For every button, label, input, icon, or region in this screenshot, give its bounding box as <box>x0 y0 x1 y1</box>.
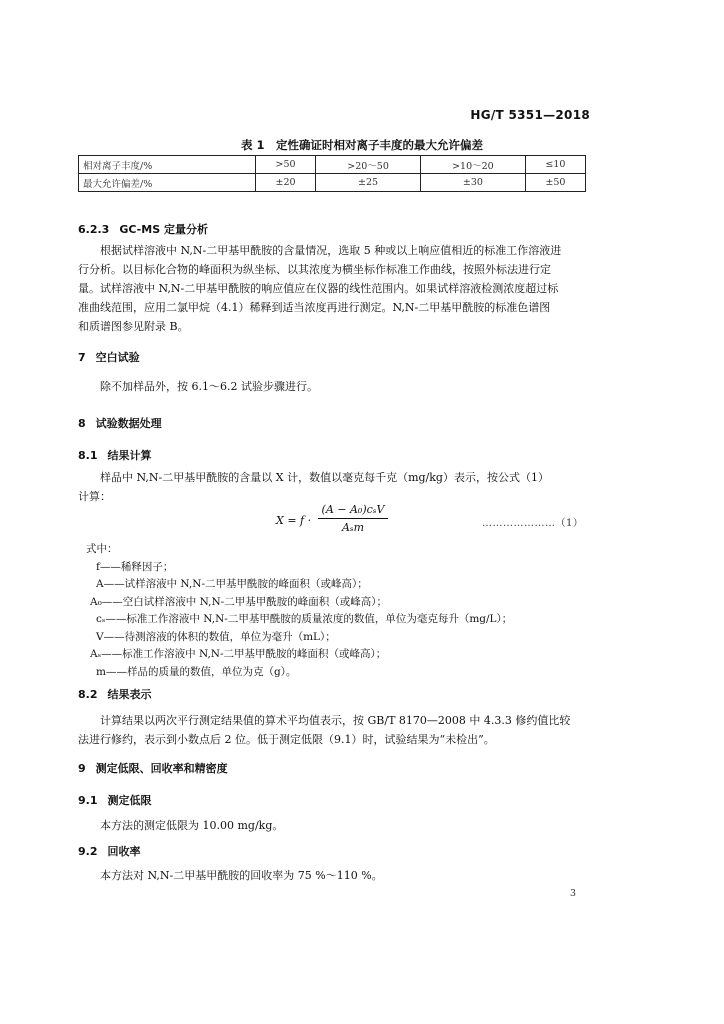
paragraph-calc <box>78 468 588 506</box>
section-number: 9.2 <box>78 845 98 858</box>
paragraph-detection-limit: 本方法的测定低限为 10.00 mg/kg。 <box>100 819 284 832</box>
section-heading-9 <box>78 760 228 776</box>
section-heading-8-1 <box>78 447 152 463</box>
text-line: 准曲线范围，应用二氯甲烷（4.1）稀释到适当浓度再进行测定。N,N-二甲基甲酰胺的标准色谱图 <box>78 301 551 314</box>
section-title: 测定低限、回收率和精密度 <box>95 762 228 775</box>
section-number: 9.1 <box>78 794 98 807</box>
table-cell: ±30 <box>420 174 525 192</box>
formula-number: …………………（1） <box>482 518 584 529</box>
standard-number: HG/T 5351—2018 <box>470 108 590 122</box>
paragraph-result-expression <box>78 711 588 749</box>
section-title: 结果表示 <box>107 688 152 701</box>
table-cell: >10～20 <box>420 156 525 174</box>
table-cell: >20～50 <box>316 156 421 174</box>
table-cell: 相对离子丰度/% <box>79 156 256 174</box>
section-number: 6.2.3 <box>78 223 110 236</box>
table-cell: ±20 <box>256 174 316 192</box>
section-number: 8.2 <box>78 688 98 701</box>
section-number: 8 <box>78 417 86 430</box>
definition-item: V——待测溶液的体积的数值，单位为毫升（mL）； <box>96 630 336 643</box>
text-line: 根据试样溶液中 N,N-二甲基甲酰胺的含量情况，选取 5 种或以上响应值相近的标准工作溶液进 <box>100 244 562 257</box>
section-title: 回收率 <box>107 845 141 858</box>
section-title: 测定低限 <box>107 794 152 807</box>
section-heading-8 <box>78 415 162 431</box>
definition-item: Aₛ——标准工作溶液中 N,N-二甲基甲酰胺的峰面积（或峰高）； <box>90 648 387 660</box>
section-heading-6-2-3 <box>78 221 208 237</box>
text-line: 量。试样溶液中 N,N-二甲基甲酰胺的响应值应在仪器的线性范围内。如果试样溶液检测浓度超过标 <box>78 282 559 295</box>
definition-item: A₀——空白试样溶液中 N,N-二甲基甲酰胺的峰面积（或峰高）； <box>90 595 387 608</box>
section-title: GC-MS 定量分析 <box>119 223 208 236</box>
definitions-intro: 式中： <box>86 543 118 555</box>
table-cell: ≤10 <box>525 156 585 174</box>
definition-item: A——试样溶液中 N,N-二甲基甲酰胺的峰面积（或峰高）； <box>96 578 368 590</box>
table-cell: ±25 <box>316 174 421 192</box>
paragraph-recovery: 本方法对 N,N-二甲基甲酰胺的回收率为 75 %～110 %。 <box>100 869 383 882</box>
table-row <box>79 174 586 192</box>
formula-1 <box>0 503 724 543</box>
text-line: 样品中 N,N-二甲基甲酰胺的含量以 X 计，数值以毫克每千克（mg/kg）表示，按公式（1） <box>100 471 549 484</box>
section-number: 9 <box>78 762 86 775</box>
section-heading-7 <box>78 349 140 365</box>
section-title: 试验数据处理 <box>95 417 162 430</box>
formula-fraction <box>318 503 388 534</box>
text-line: 和质谱图参见附录 B。 <box>78 320 189 333</box>
tolerance-table <box>78 155 586 192</box>
text-line: 计算结果以两次平行测定结果值的算术平均值表示，按 GB/T 8170—2008 中 4.3.3 修约值比较 <box>100 714 571 727</box>
page-number: 3 <box>570 888 577 899</box>
definition-item: m——样品的质量的数值，单位为克（g）。 <box>96 665 297 678</box>
section-number: 8.1 <box>78 449 98 462</box>
paragraph-blank-test: 除不加样品外，按 6.1～6.2 试验步骤进行。 <box>100 380 318 393</box>
definition-item: f——稀释因子； <box>96 560 174 573</box>
section-number: 7 <box>78 351 86 364</box>
text-line: 行分析。以目标化合物的峰面积为纵坐标、以其浓度为横坐标作标准工作曲线，按照外标法进行定 <box>78 263 551 276</box>
table-cell: ±50 <box>525 174 585 192</box>
table-cell: 最大允许偏差/% <box>79 174 256 192</box>
formula-numerator: (A − A₀)cₛV <box>318 503 388 519</box>
table-cell: >50 <box>256 156 316 174</box>
text-line: 计算： <box>78 490 111 503</box>
formula-denominator: Aₛm <box>341 521 365 534</box>
section-heading-9-2 <box>78 843 141 859</box>
table-row <box>79 156 586 174</box>
definition-item: cₛ——标准工作溶液中 N,N-二甲基甲酰胺的质量浓度的数值，单位为毫克每升（mg/L）； <box>96 613 513 625</box>
table-caption: 表 1 定性确证时相对离子丰度的最大允许偏差 <box>240 138 483 152</box>
text-line: 法进行修约，表示到小数点后 2 位。低于测定低限（9.1）时，试验结果为“未检出”。 <box>78 733 495 746</box>
section-heading-9-1 <box>78 792 152 808</box>
formula-definitions <box>86 541 586 681</box>
section-heading-8-2 <box>78 686 152 702</box>
section-title: 结果计算 <box>107 449 152 462</box>
paragraph-gcms-quant <box>78 241 588 336</box>
formula-lhs: X = f · <box>276 514 312 527</box>
section-title: 空白试验 <box>95 351 140 364</box>
